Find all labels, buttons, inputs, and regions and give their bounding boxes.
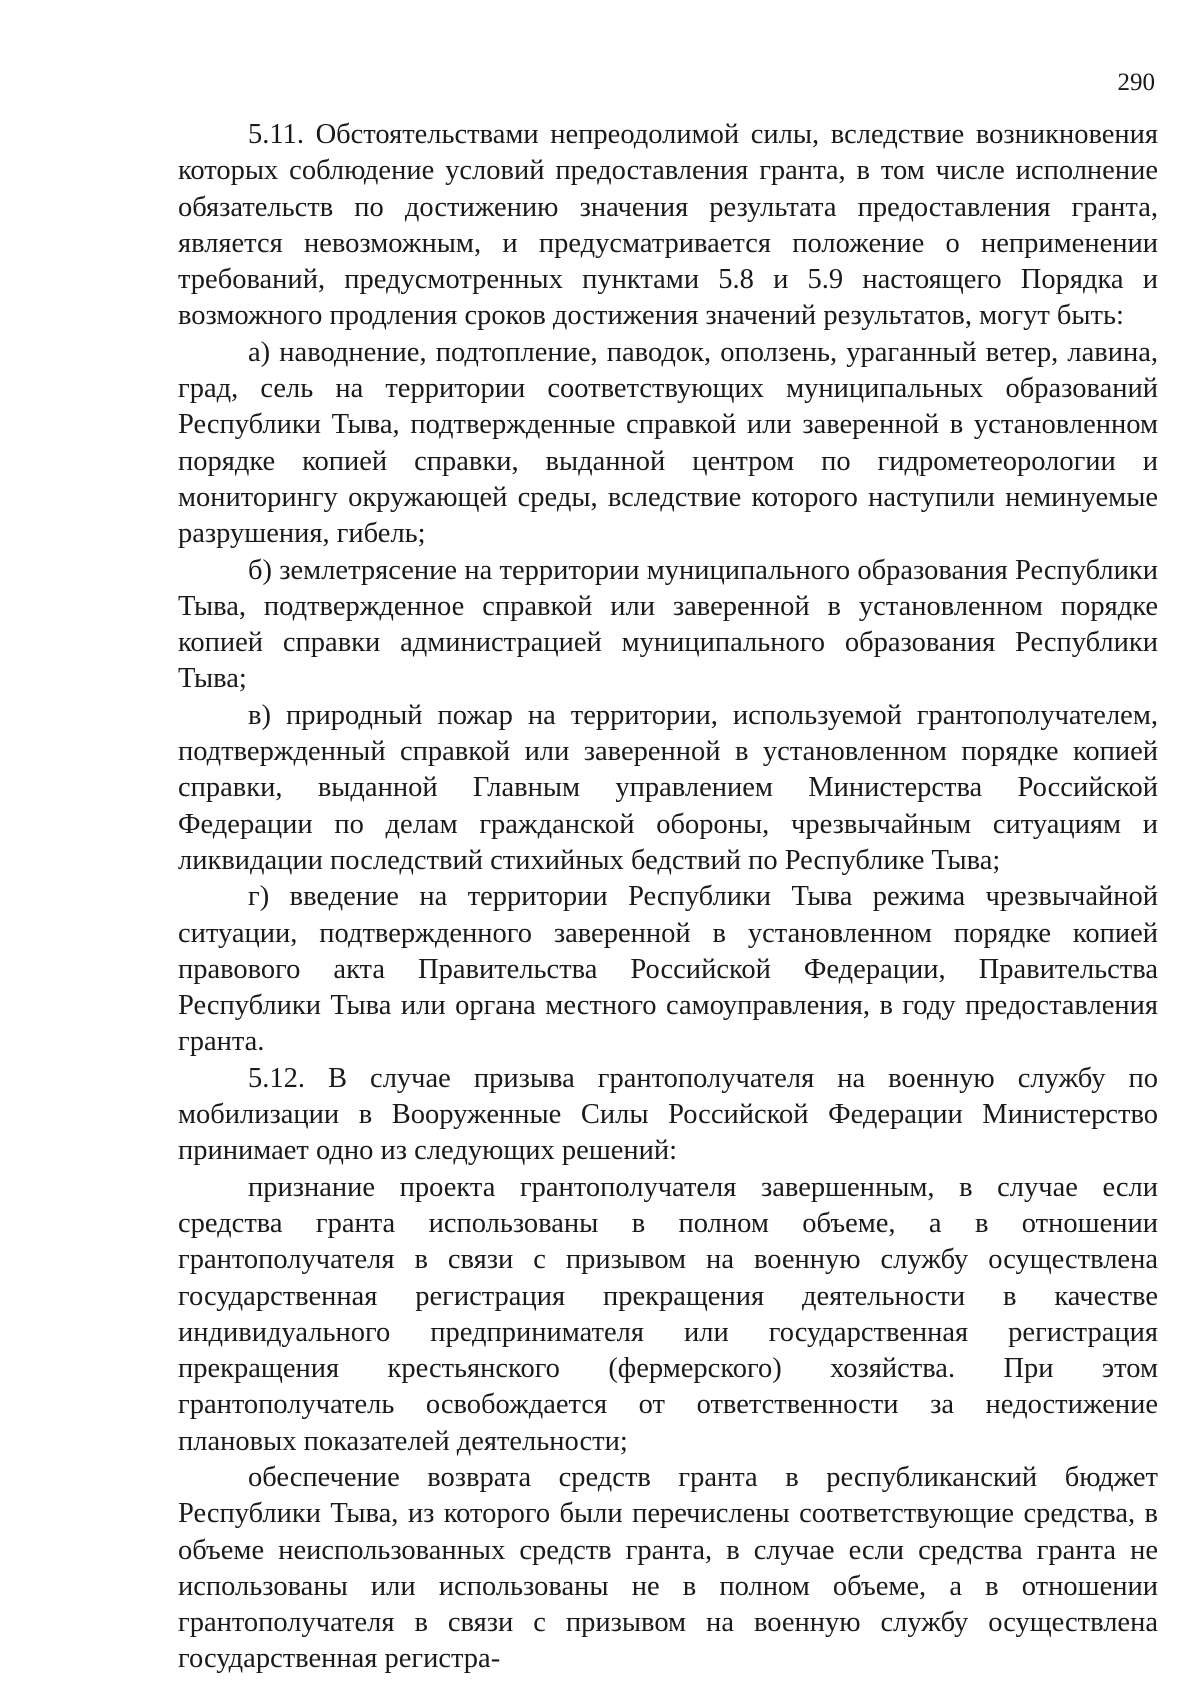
paragraph-item-a: а) наводнение, подтопление, паводок, оползень, ураганный ветер, лавина, град, сель на территории соответствующих муниципальных образований Республики Тыва, подтвержденные справкой или заверенной в установленном порядке копией справки, выданной центром по гидрометеорологии и мониторингу окружающей среды, вследствие которого наступили неминуемые разрушения, гибель; xyxy=(178,336,1158,550)
document-body xyxy=(178,117,1158,1678)
paragraph-item-g: г) введение на территории Республики Тыва режима чрезвычайной ситуации, подтвержденного заверенной в установленном порядке копией правового акта Правительства Российской Федерации, Правительства Республики Тыва или органа местного самоуправления, в году предоставления гранта. xyxy=(178,881,1158,1058)
page-number: 290 xyxy=(1117,69,1155,96)
paragraph-item-b: б) землетрясение на территории муниципального образования Республики Тыва, подтвержденное справкой или заверенной в установленном порядке копией справки администрацией муниципального образования Республики Тыва; xyxy=(178,554,1158,695)
paragraph-item-v: в) природный пожар на территории, используемой грантополучателем, подтвержденный справкой или заверенной в установленном порядке копией справки, выданной Главным управлением Министерства Российской Федерации по делам гражданской обороны, чрезвычайным ситуациям и ликвидации последствий стихийных бедствий по Республике Тыва; xyxy=(178,699,1158,876)
paragraph-5-12: 5.12. В случае призыва грантополучателя на военную службу по мобилизации в Вооруженные Силы Российской Федерации Министерство принимает одно из следующих решений: xyxy=(178,1062,1158,1167)
paragraph-decision-completed: признание проекта грантополучателя завершенным, в случае если средства гранта использованы в полном объеме, а в отношении грантополучателя в связи с призывом на военную службу осуществлена государственная регистрация прекращения деятельности в качестве индивидуального предпринимателя или государственная регистрация прекращения крестьянского (фермерского) хозяйства. При этом грантополучатель освобождается от ответственности за недостижение плановых показателей деятельности; xyxy=(178,1171,1158,1457)
paragraph-5-11: 5.11. Обстоятельствами непреодолимой силы, вследствие возникновения которых соблюдение условий предоставления гранта, в том числе исполнение обязательств по достижению значения результата предоставления гранта, является невозможным, и предусматривается положение о неприменении требований, предусмотренных пунктами 5.8 и 5.9 настоящего Порядка и возможного продления сроков достижения значений результатов, могут быть: xyxy=(178,119,1158,332)
paragraph-decision-return: обеспечение возврата средств гранта в республиканский бюджет Республики Тыва, из которого были перечислены соответствующие средства, в объеме неиспользованных средств гранта, в случае если средства гранта не использованы или использованы не в полном объеме, а в отношении грантополучателя в связи с призывом на военную службу осуществлена государственная регистра- xyxy=(178,1461,1158,1675)
